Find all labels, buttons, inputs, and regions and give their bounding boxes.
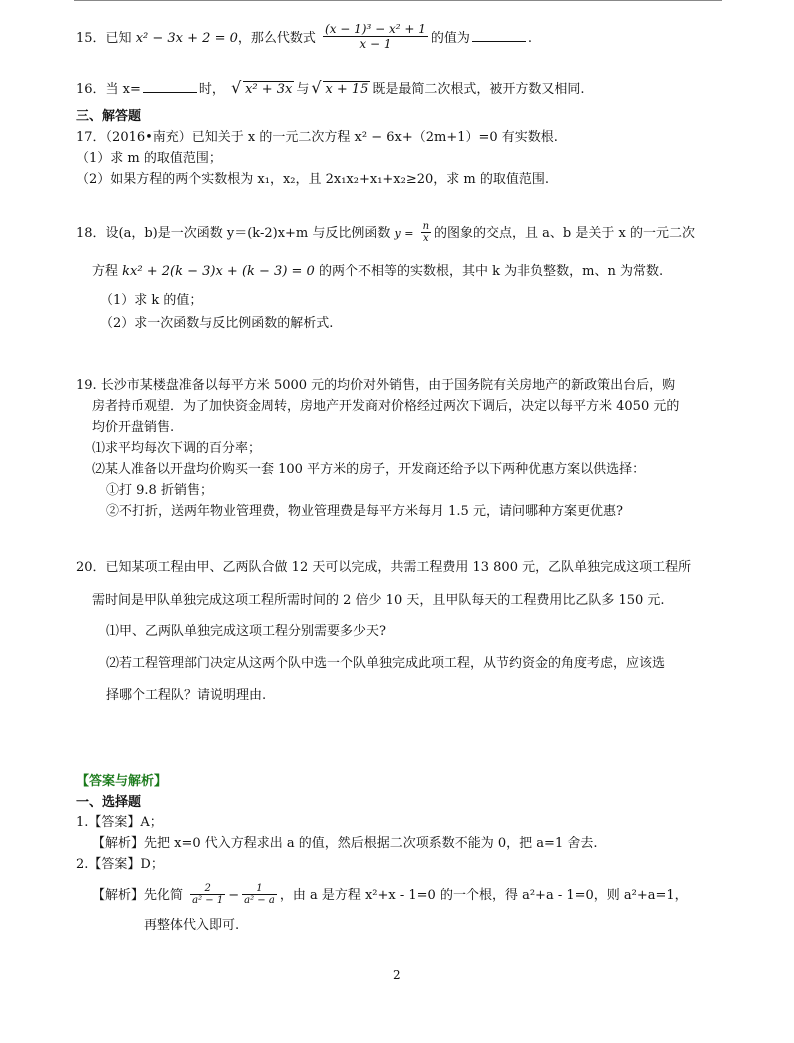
answer-1: 1.【答案】A； xyxy=(76,815,163,830)
q18-line2-post: 的两个不相等的实数根，其中 k 为非负整数，m、n 为常数. xyxy=(318,264,664,279)
q20-sub-2: ⑵若工程管理部门决定从这两个队中选一个队单独完成此项工程，从节约资金的角度考虑，应该选 xyxy=(106,656,666,671)
radicand: x + 15 xyxy=(325,82,369,97)
fraction-numerator: n xyxy=(422,221,430,232)
q20-sub-1: ⑴甲、乙两队单独完成这项工程分别需要多少天? xyxy=(106,624,386,639)
fraction-numerator: 2 xyxy=(190,883,225,895)
minus-sign: − xyxy=(228,888,240,903)
q20-sub-2-cont: 择哪个工程队？请说明理由. xyxy=(106,688,267,703)
answer-2: 2.【答案】D； xyxy=(76,857,164,872)
analysis-2-post: ，由 a 是方程 x²+x - 1=0 的一个根，得 a²+a - 1=0，则 a²+a=1， xyxy=(279,888,688,903)
question-number: 16． xyxy=(76,82,106,97)
answers-heading: 【答案与解析】 xyxy=(76,774,168,789)
q19-line-3: 均价开盘销售. xyxy=(92,420,175,435)
question-15 xyxy=(76,24,532,53)
q18-text-post: 的图象的交点，且 a、b 是关于 x 的一元二次 xyxy=(434,226,695,241)
q19-sub-2: ⑵某人准备以开盘均价购买一套 100 平方米的房子，开发商还给予以下两种优惠方案以供选择： xyxy=(92,462,646,477)
q15-text-end: . xyxy=(527,31,533,46)
top-rule xyxy=(74,0,722,1)
q19-option-1: ①打 9.8 折销售； xyxy=(106,483,213,498)
q18-fraction xyxy=(421,221,431,244)
q15-text-pre: 已知 xyxy=(105,31,132,46)
fraction-denominator: a² − 1 xyxy=(192,895,224,906)
analysis-2-cont: 再整体代入即可. xyxy=(144,918,240,933)
q17-line-1: 17．（2016•南充）已知关于 x 的一元二次方程 x² − 6x+（2m+1）=0 有实数根. xyxy=(76,130,558,145)
answer-blank xyxy=(472,29,526,42)
q18-text-pre: 18．设(a，b)是一次函数 y＝(k-2)x+m 与反比例函数 xyxy=(76,226,391,241)
q16-text-post: 既是最简二次根式，被开方数又相同. xyxy=(372,82,585,97)
q15-condition: x² − 3x + 2 = 0 xyxy=(135,31,238,46)
q17-sub-2: （2）如果方程的两个实数根为 x₁，x₂，且 2x₁x₂+x₁+x₂≥20，求 m 的取值范围. xyxy=(76,172,550,187)
q15-fraction-denominator: x − 1 xyxy=(359,37,392,51)
page-number: 2 xyxy=(393,968,401,982)
section-heading: 一、选择题 xyxy=(76,795,142,810)
q20-line-1: 20．已知某项工程由甲、乙两队合做 12 天可以完成，共需工程费用 13 800 元，乙队单独完成这项工程所 xyxy=(76,560,692,575)
q18-function-lhs: y = xyxy=(394,227,414,240)
fraction-denominator: x xyxy=(423,233,429,244)
q19-sub-1: ⑴求平均每次下调的百分率； xyxy=(92,441,262,456)
question-16 xyxy=(76,80,585,98)
q18-sub-1: （1）求 k 的值； xyxy=(100,293,203,308)
fraction-denominator: a² − a xyxy=(244,895,275,906)
q16-radical-1: √ x² + 3x xyxy=(231,78,293,97)
fraction-2 xyxy=(242,883,277,906)
q19-line-1: 19. 长沙市某楼盘准备以每平方米 5000 元的均价对外销售，由于国务院有关房地产的新政策出台后，购 xyxy=(76,378,676,393)
q15-fraction-numerator: (x − 1)³ − x² + 1 xyxy=(325,22,426,36)
radicand: x² + 3x xyxy=(245,82,293,97)
q16-text-pre: 当 x= xyxy=(105,82,141,97)
q18-equation: kx² + 2(k − 3)x + (k − 3) = 0 xyxy=(122,264,315,279)
q16-text-mid: 时， xyxy=(198,82,225,97)
q19-option-2: ②不打折，送两年物业管理费，物业管理费是每平方米每月 1.5 元，请问哪种方案更优惠? xyxy=(106,504,623,519)
analysis-2 xyxy=(92,884,688,907)
fraction-numerator: 1 xyxy=(242,883,277,895)
q18-line-1 xyxy=(76,222,695,245)
q16-radical-2: √ x + 15 xyxy=(311,78,369,97)
q15-text-mid: ，那么代数式 xyxy=(237,31,316,46)
section-heading: 三、解答题 xyxy=(76,109,142,124)
question-number: 15． xyxy=(76,31,106,46)
q15-text-post: 的值为 xyxy=(430,31,470,46)
q16-text-and: 与 xyxy=(296,82,310,97)
q15-fraction xyxy=(323,22,428,51)
q18-line-2 xyxy=(92,264,663,280)
q17-sub-1: （1）求 m 的取值范围； xyxy=(76,151,222,166)
q20-line-2: 需时间是甲队单独完成这项工程所需时间的 2 倍少 10 天，且甲队每天的工程费用比乙队多 150 元. xyxy=(92,593,665,608)
answer-blank xyxy=(143,80,197,93)
q18-line2-pre: 方程 xyxy=(92,264,119,279)
q19-line-2: 房者持币观望．为了加快资金周转，房地产开发商对价格经过两次下调后，决定以每平方米 4050 元的 xyxy=(92,399,680,414)
q18-sub-2: （2）求一次函数与反比例函数的解析式. xyxy=(100,316,334,331)
analysis-1: 【解析】先把 x=0 代入方程求出 a 的值，然后根据二次项系数不能为 0，把 a=1 舍去. xyxy=(92,836,598,851)
fraction-1 xyxy=(190,883,225,906)
analysis-2-pre: 【解析】先化简 xyxy=(92,888,184,903)
